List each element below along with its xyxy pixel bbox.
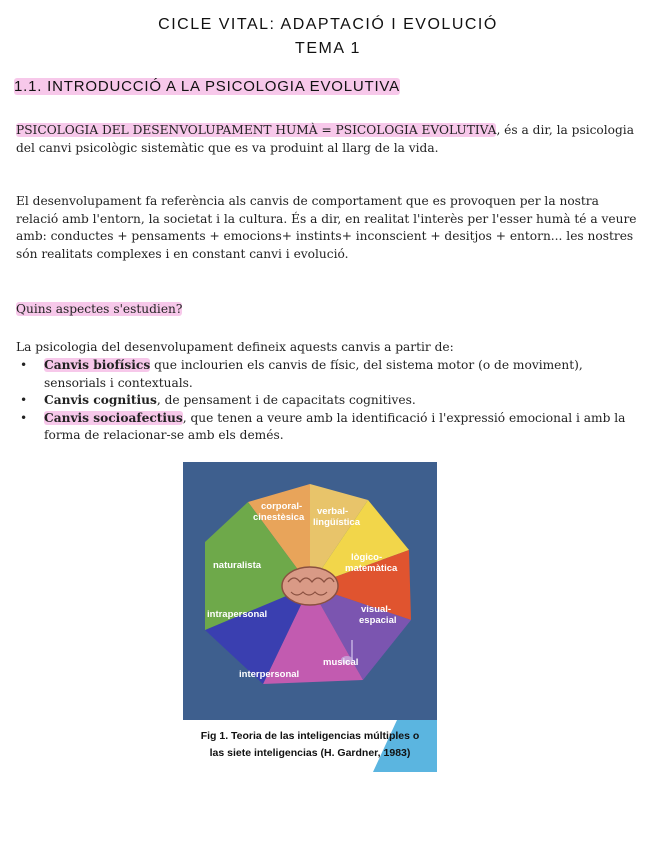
label-visual: visual- [361, 604, 392, 615]
changes-list [16, 357, 640, 445]
label-naturalista: naturalista [213, 560, 262, 571]
brain-icon [282, 567, 338, 605]
label-intrapersonal: intrapersonal [207, 609, 268, 620]
list-item-term: Canvis biofísics [44, 358, 151, 372]
list-item-term: Canvis socioafectius [44, 410, 183, 425]
definition-paragraph [16, 122, 640, 157]
figure-caption [183, 720, 437, 772]
label-verbal: verbal- [317, 506, 349, 517]
list-item-text: , de pensament i de capacitats cognitives. [156, 393, 416, 407]
label-musical: musical [323, 657, 359, 668]
label-corporal-2: cinestèsica [253, 512, 305, 523]
question-text: Quins aspectes s'estudien? [16, 302, 183, 316]
list-item-text: que inclourien els canvis de físic, del sistema motor (o de moviment), sensorials i contextuals. [44, 358, 583, 390]
development-paragraph: El desenvolupament fa referència als canvis de comportament que es provoquen per la nostra relació amb l'entorn, la societat i la cultura. És a dir, en realitat l'interès per l'esser humà té a veure amb: conductes + pensaments + emocions+ instints+ inconscient + desitjos + entorn... les nostres són realitats complexes i en constant canvi i evolució. [16, 194, 637, 261]
list-item-term: Canvis cognitius [44, 393, 157, 407]
list-item-text: , que tenen a veure amb la identificació i l'expressió emocional i amb la forma de relacionar-se amb els demés. [44, 410, 626, 442]
definition-rest: , és a dir, la psicologia del canvi psicològic sistemàtic que es va produint al llarg de la vida. [16, 123, 634, 155]
question-line [16, 301, 640, 319]
intro-line: La psicologia del desenvolupament defineix aquests canvis a partir de: [16, 340, 454, 354]
topic-title: TEMA 1 [295, 40, 361, 57]
definition-highlight: PSICOLOGIA DEL DESENVOLUPAMENT HUMÀ = PSICOLOGIA EVOLUTIVA [16, 123, 497, 137]
label-corporal: corporal- [261, 501, 303, 512]
section-heading-text: 1.1. INTRODUCCIÓ A LA PSICOLOGIA EVOLUTIVA [14, 78, 400, 95]
label-visual-2: espacial [359, 615, 397, 626]
section-heading [14, 78, 400, 95]
label-logic-2: matemàtica [345, 563, 398, 574]
list-item [16, 410, 640, 445]
document-title: CICLE VITAL: ADAPTACIÓ I EVOLUCIÓ [158, 16, 498, 33]
list-item [16, 357, 640, 392]
caption-line-2: las siete inteligencias (H. Gardner, 1983) [209, 747, 411, 759]
label-logic: lògico- [351, 552, 383, 563]
list-item [16, 392, 640, 410]
label-interpersonal: interpersonal [239, 669, 300, 680]
label-verbal-2: lingüística [313, 517, 360, 528]
caption-line-1: Fig 1. Teoria de las inteligencias múltiples o [200, 730, 420, 742]
